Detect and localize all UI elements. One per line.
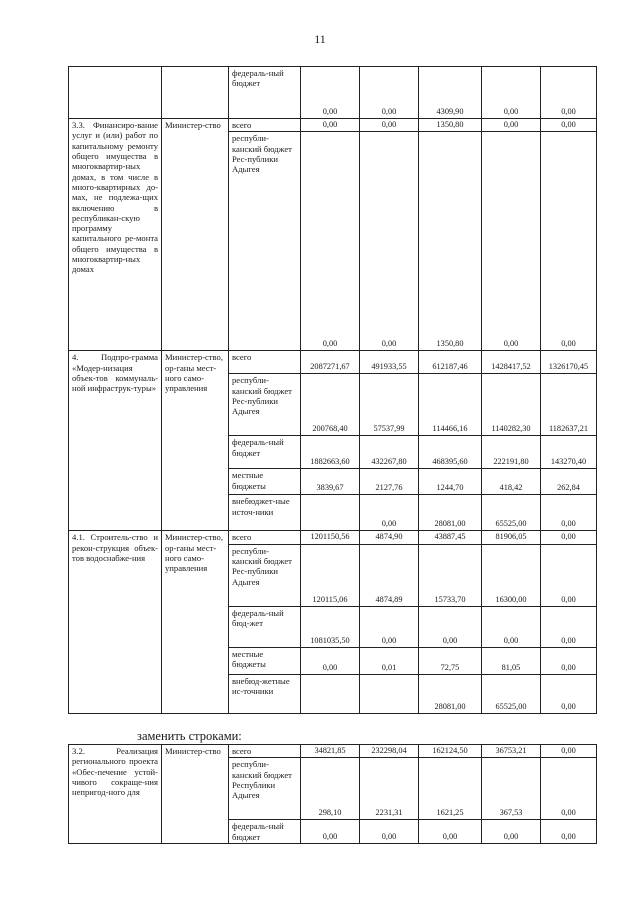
funding-source-cell: местные бюджеты bbox=[229, 647, 301, 674]
value-cell: 4874,90 bbox=[360, 531, 419, 544]
value-cell: 0,00 bbox=[360, 132, 419, 351]
value-cell: 28081,00 bbox=[419, 674, 482, 713]
funding-source-cell: внебюд-жетные ис-точники bbox=[229, 674, 301, 713]
page-number: 11 bbox=[314, 32, 326, 46]
value-cell: 0,00 bbox=[301, 132, 360, 351]
value-cell: 3839,67 bbox=[301, 469, 360, 495]
value-cell: 0,00 bbox=[360, 119, 419, 132]
value-cell: 1350,80 bbox=[419, 132, 482, 351]
value-cell: 36753,21 bbox=[482, 745, 541, 758]
value-cell: 1182637,21 bbox=[541, 374, 597, 436]
value-cell: 1326170,45 bbox=[541, 351, 597, 374]
table-row bbox=[69, 119, 597, 132]
value-cell: 0,00 bbox=[301, 67, 360, 119]
executor-cell: Министер-ство bbox=[162, 745, 229, 844]
table-row bbox=[69, 745, 597, 758]
row-name-cell bbox=[69, 67, 162, 119]
budget-table-lower bbox=[68, 744, 597, 844]
value-cell: 16300,00 bbox=[482, 544, 541, 606]
value-cell: 2231,31 bbox=[360, 758, 419, 820]
executor-cell: Министер-ство bbox=[162, 119, 229, 351]
value-cell: 0,00 bbox=[541, 606, 597, 647]
row-name-cell: 4.1. Строитель-ство и рекон-струкция объек-тов водоснабже-ния bbox=[69, 531, 162, 713]
funding-source-cell: внебюджет-ные источ-ники bbox=[229, 495, 301, 531]
value-cell: 0,00 bbox=[541, 820, 597, 844]
value-cell: 367,53 bbox=[482, 758, 541, 820]
value-cell: 222191,80 bbox=[482, 436, 541, 469]
value-cell: 0,00 bbox=[301, 119, 360, 132]
value-cell: 120115,06 bbox=[301, 544, 360, 606]
value-cell: 15733,70 bbox=[419, 544, 482, 606]
funding-source-cell: федераль-ный бюд-жет bbox=[229, 606, 301, 647]
funding-source-cell: местные бюджеты bbox=[229, 469, 301, 495]
value-cell: 0,00 bbox=[541, 647, 597, 674]
funding-source-cell: всего bbox=[229, 119, 301, 132]
value-cell: 612187,46 bbox=[419, 351, 482, 374]
value-cell: 0,00 bbox=[541, 745, 597, 758]
value-cell: 0,00 bbox=[360, 495, 419, 531]
value-cell: 0,00 bbox=[482, 606, 541, 647]
funding-source-cell: всего bbox=[229, 531, 301, 544]
value-cell: 0,00 bbox=[541, 758, 597, 820]
value-cell: 1201150,56 bbox=[301, 531, 360, 544]
value-cell: 2087271,67 bbox=[301, 351, 360, 374]
executor-cell: Министер-ство, ор-ганы мест-ного само-управления bbox=[162, 351, 229, 531]
value-cell: 28081,00 bbox=[419, 495, 482, 531]
value-cell: 0,00 bbox=[360, 67, 419, 119]
value-cell: 0,00 bbox=[482, 67, 541, 119]
funding-source-cell: федераль-ный бюджет bbox=[229, 436, 301, 469]
value-cell: 418,42 bbox=[482, 469, 541, 495]
value-cell: 0,00 bbox=[482, 820, 541, 844]
value-cell: 1428417,52 bbox=[482, 351, 541, 374]
value-cell: 65525,00 bbox=[482, 674, 541, 713]
value-cell: 0,00 bbox=[419, 606, 482, 647]
value-cell: 491933,55 bbox=[360, 351, 419, 374]
value-cell: 0,00 bbox=[541, 132, 597, 351]
funding-source-cell: республи-канский бюджет Республики Адыгея bbox=[229, 758, 301, 820]
value-cell: 4874,89 bbox=[360, 544, 419, 606]
value-cell: 81,05 bbox=[482, 647, 541, 674]
row-name-cell: 4. Подпро-грамма «Модер-низация объек-тов коммуналь-ной инфраструк-туры» bbox=[69, 351, 162, 531]
value-cell: 81906,05 bbox=[482, 531, 541, 544]
value-cell: 432267,80 bbox=[360, 436, 419, 469]
value-cell: 43887,45 bbox=[419, 531, 482, 544]
value-cell: 72,75 bbox=[419, 647, 482, 674]
funding-source-cell: всего bbox=[229, 745, 301, 758]
executor-cell bbox=[162, 67, 229, 119]
value-cell: 0,00 bbox=[541, 544, 597, 606]
value-cell: 1882663,60 bbox=[301, 436, 360, 469]
funding-source-cell: федераль-ный бюджет bbox=[229, 820, 301, 844]
value-cell: 0,01 bbox=[360, 647, 419, 674]
value-cell: 1244,70 bbox=[419, 469, 482, 495]
value-cell: 0,00 bbox=[360, 606, 419, 647]
row-name-cell: 3.3. Финансиро-вание услуг и (или) работ по капитальному ремонту общего имущества в многоквартир-ных домах, в том числе в много-квартирных до-мах, не подлежа-щих включению в республикан-скую программу капитального ре-монта общего имущества в многоквартир-ных домах bbox=[69, 119, 162, 351]
value-cell: 0,00 bbox=[541, 674, 597, 713]
value-cell: 0,00 bbox=[301, 647, 360, 674]
value-cell: 34821,85 bbox=[301, 745, 360, 758]
value-cell: 232298,04 bbox=[360, 745, 419, 758]
value-cell: 1140282,30 bbox=[482, 374, 541, 436]
funding-source-cell: всего bbox=[229, 351, 301, 374]
value-cell: 200768,40 bbox=[301, 374, 360, 436]
value-cell: 0,00 bbox=[541, 531, 597, 544]
row-name-cell: 3.2. Реализация регионального проекта «Обес-печение устой-чивого сокраще-ния непригод-ного для bbox=[69, 745, 162, 844]
value-cell: 298,10 bbox=[301, 758, 360, 820]
value-cell: 0,00 bbox=[541, 119, 597, 132]
value-cell: 0,00 bbox=[301, 820, 360, 844]
value-cell: 1081035,50 bbox=[301, 606, 360, 647]
value-cell bbox=[301, 495, 360, 531]
funding-source-cell: федераль-ный бюджет bbox=[229, 67, 301, 119]
value-cell: 0,00 bbox=[541, 495, 597, 531]
value-cell bbox=[360, 674, 419, 713]
value-cell: 0,00 bbox=[482, 132, 541, 351]
value-cell: 0,00 bbox=[541, 67, 597, 119]
value-cell: 162124,50 bbox=[419, 745, 482, 758]
value-cell: 262,84 bbox=[541, 469, 597, 495]
replace-caption: заменить строками: bbox=[137, 729, 242, 743]
value-cell: 1621,25 bbox=[419, 758, 482, 820]
funding-source-cell: республи-канский бюджет Рес-публики Адыгея bbox=[229, 132, 301, 351]
table-row bbox=[69, 351, 597, 374]
table-row bbox=[69, 531, 597, 544]
value-cell: 4309,90 bbox=[419, 67, 482, 119]
value-cell: 0,00 bbox=[419, 820, 482, 844]
funding-source-cell: республи-канский бюджет Рес-публики Адыгея bbox=[229, 544, 301, 606]
value-cell: 0,00 bbox=[360, 820, 419, 844]
value-cell: 65525,00 bbox=[482, 495, 541, 531]
budget-table-upper bbox=[68, 66, 597, 714]
value-cell bbox=[301, 674, 360, 713]
table-row bbox=[69, 67, 597, 119]
value-cell: 57537,99 bbox=[360, 374, 419, 436]
value-cell: 114466,16 bbox=[419, 374, 482, 436]
funding-source-cell: республи-канский бюджет Рес-публики Адыгея bbox=[229, 374, 301, 436]
value-cell: 1350,80 bbox=[419, 119, 482, 132]
value-cell: 2127,76 bbox=[360, 469, 419, 495]
value-cell: 468395,60 bbox=[419, 436, 482, 469]
value-cell: 143270,40 bbox=[541, 436, 597, 469]
value-cell: 0,00 bbox=[482, 119, 541, 132]
executor-cell: Министер-ство, ор-ганы мест-ного само-управления bbox=[162, 531, 229, 713]
